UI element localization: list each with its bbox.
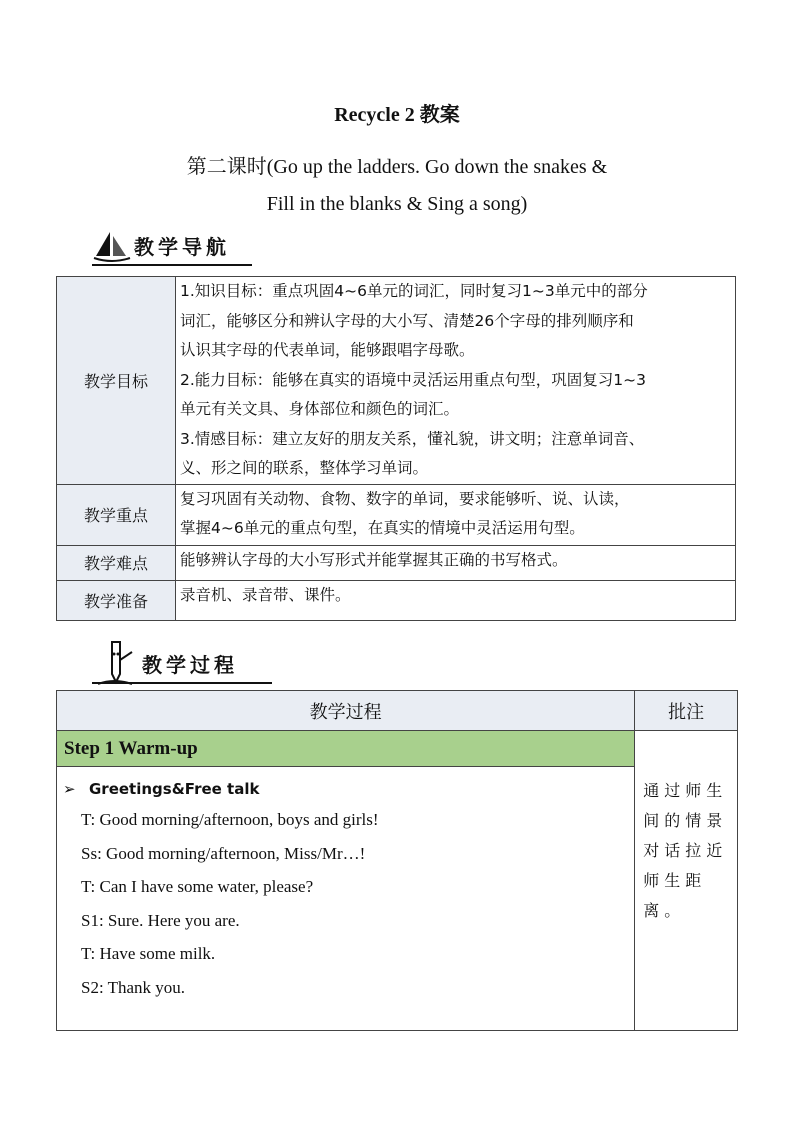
process-col-header: 教学过程 [57, 691, 635, 731]
info-table [56, 276, 736, 621]
row-content-difficulties [176, 545, 736, 580]
process-banner-label: 教学过程 [142, 653, 238, 677]
row-content-preparation [176, 580, 736, 620]
note-line: 对话拉近 [643, 840, 728, 860]
row-label-preparation: 教学准备 [57, 580, 176, 620]
row-content-objectives [176, 277, 736, 485]
arrow-bullet-icon: ➢ [63, 780, 76, 798]
difficulties-line: 能够辨认字母的大小写形式并能掌握其正确的书写格式。 [180, 550, 568, 569]
process-banner-underline [92, 682, 272, 684]
dialogue-line: T: Good morning/afternoon, boys and girls! [81, 810, 379, 829]
preparation-line: 录音机、录音带、课件。 [180, 585, 351, 604]
objectives-line: 义、形之间的联系，整体学习单词。 [180, 459, 429, 477]
note-line: 间的情景 [643, 810, 728, 830]
key-points-line: 掌握4~6单元的重点句型，在真实的情境中灵活运用句型。 [180, 519, 585, 537]
objectives-line: 3.情感目标：建立友好的朋友关系，懂礼貌，讲文明；注意单词音、 [180, 429, 645, 448]
objectives-line: 单元有关文具、身体部位和颜色的词汇。 [180, 400, 460, 418]
objectives-line: 词汇，能够区分和辨认字母的大小写、清楚26个字母的排列顺序和 [180, 311, 634, 330]
step-title: Step 1 Warm-up [57, 731, 635, 767]
subtitle-line-2: Fill in the blanks & Sing a song) [266, 193, 528, 215]
nav-banner-label: 教学导航 [134, 235, 230, 259]
dialogue-line: T: Have some milk. [81, 944, 216, 963]
row-label-objectives: 教学目标 [57, 277, 176, 485]
page-title: Recycle 2 教案 [334, 104, 460, 126]
dialogue-line: S1: Sure. Here you are. [81, 910, 240, 930]
note-line: 师生距离。 [643, 870, 707, 920]
step-body [57, 767, 635, 1031]
nav-banner-underline [92, 264, 252, 266]
note-line: 通过师生 [643, 780, 728, 800]
process-banner [92, 640, 272, 686]
sailboat-icon [92, 228, 132, 264]
bullet-item [63, 775, 634, 803]
note-cell [635, 731, 738, 1031]
process-table [56, 690, 738, 1031]
note-col-header: 批注 [635, 691, 738, 731]
row-label-key-points: 教学重点 [57, 484, 176, 545]
dialogue-line: Ss: Good morning/afternoon, Miss/Mr…! [81, 843, 366, 863]
pencil-character-icon [92, 640, 136, 686]
nav-banner [92, 228, 252, 268]
key-points-line: 复习巩固有关动物、食物、数字的单词，要求能够听、说、认读， [180, 489, 630, 508]
dialogue-line: T: Can I have some water, please? [81, 877, 314, 896]
row-content-key-points [176, 484, 736, 545]
objectives-line: 2.能力目标：能够在真实的语境中灵活运用重点句型，巩固复习1~3 [180, 370, 647, 389]
bullet-text: Greetings&Free talk [89, 780, 260, 798]
subtitle-line-1: 第二课时(Go up the ladders. Go down the snakes & [186, 156, 608, 178]
objectives-line: 1.知识目标：重点巩固4~6单元的词汇，同时复习1~3单元中的部分 [180, 282, 648, 300]
dialogue-line: S2: Thank you. [81, 977, 186, 997]
objectives-line: 认识其字母的代表单词，能够跟唱字母歌。 [180, 341, 475, 359]
row-label-difficulties: 教学难点 [57, 545, 176, 580]
